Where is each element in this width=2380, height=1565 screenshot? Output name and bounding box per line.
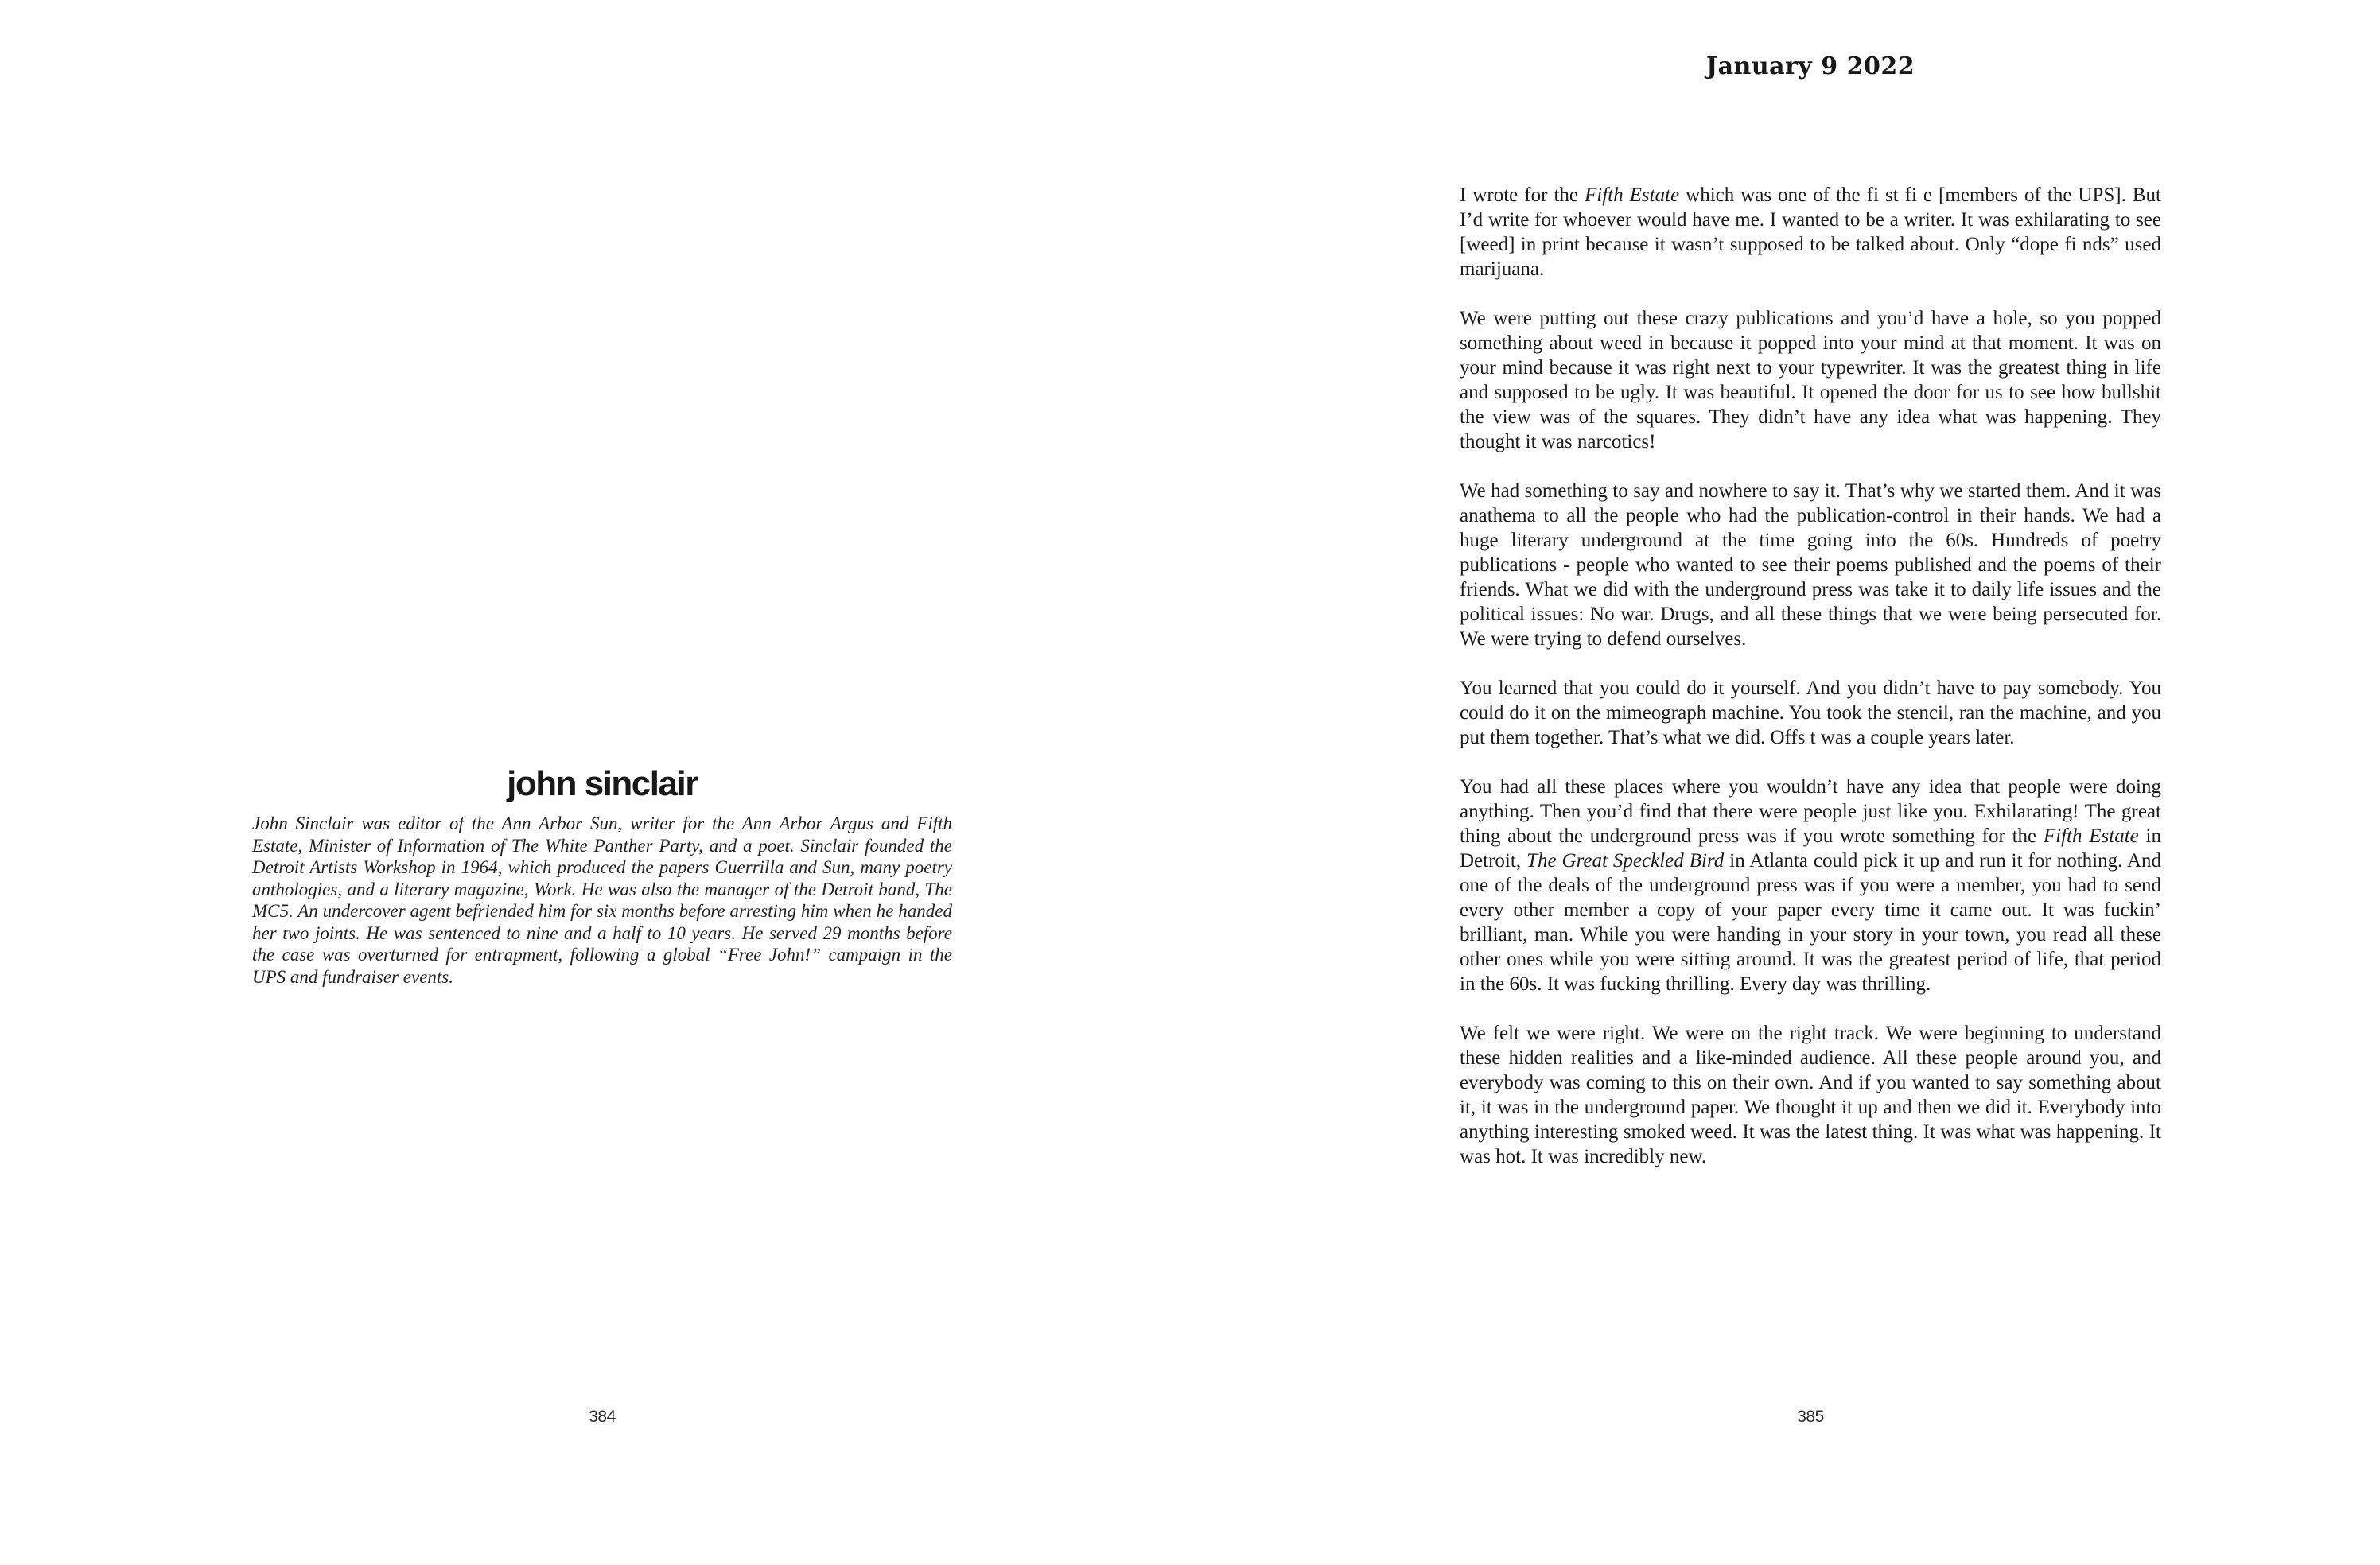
text-run: We felt we were right. We were on the right track. We were beginning to understand these hidden realities and a like-minded audience. All these people around you, and everybody was coming to this on their own. And if you wanted to say something about it, it was in the underground paper. We thought it up and then we did it. Everybody into anything interesting smoked weed. It was the latest thing. It was what was happening. It was hot. It was incredibly new. (1460, 1023, 2161, 1167)
page-number-left: 384 (589, 1408, 616, 1426)
paragraph (1460, 479, 2161, 651)
text-run: I wrote for the (1460, 184, 1585, 206)
interview-text (1460, 183, 2161, 1194)
text-run: We were putting out these crazy publications and you’d have a hole, so you popped something about weed in because it popped into your mind at that moment. It was on your mind because it was right next to your typewriter. It was the greatest thing in life and supposed to be ugly. It was beautiful. It opened the door for us to see how bullshit the view was of the squares. They didn’t have any idea what was happening. They thought it was narcotics! (1460, 308, 2161, 452)
page-number-right: 385 (1797, 1408, 1824, 1426)
paragraph (1460, 183, 2161, 282)
date-header: January 9 2022 (1705, 52, 1915, 80)
author-bio: John Sinclair was editor of the Ann Arbor Sun, writer for the Ann Arbor Argus and Fifth Estate, Minister of Information of The White Panther Party, and a poet. Sinclair founded the Detroit Artists Workshop in 1964, which produced the papers Guerrilla and Sun, many poetry anthologies, and a literary magazine, Work. He was also the manager of the Detroit band, The MC5. An undercover agent befriended him for six months before arresting him when he handed her two joints. He was sentenced to nine and a half to 10 years. He served 29 months before the case was overturned for entrapment, following a global “Free John!” campaign in the UPS and fundraiser events. (252, 814, 952, 987)
text-run: We had something to say and nowhere to say it. That’s why we started them. And it was anathema to all the people who had the publication-control in their hands. We had a huge literary underground at the time going into the 60s. Hundreds of poetry publications - people who wanted to see their poems published and the poems of their friends. What we did with the underground press was take it to daily life issues and the political issues: No war. Drugs, and all these things that we were being persecuted for. We were trying to defend ourselves. (1460, 480, 2161, 650)
paragraph (1460, 1021, 2161, 1169)
text-run: in Atlanta could pick it up and run it for nothing. And one of the deals of the underground press was if you were a member, you had to send every other member a copy of your paper every time it came out. It was fuckin’ brilliant, man. While you were handing in your story in your town, you read all these other ones while you were sitting around. It was the greatest period of life, that period in the 60s. It was fucking thrilling. Every day was thrilling. (1460, 850, 2161, 995)
text-run: You had all these places where you wouldn’t have any idea that people were doing anything. Then you’d find that there were people just like you. Exhilarating! The great thing about the underground press was if you wrote something for the (1460, 776, 2161, 847)
text-run: in Detroit, (1460, 825, 2161, 872)
text-run: which was one of the fi st fi e [members of the UPS]. But I’d write for whoever would have me. I wanted to be a writer. It was exhilarating to see [weed] in print because it wasn’t supposed to be talked about. Only “dope fi nds” used marijuana. (1460, 184, 2161, 280)
text-run: You learned that you could do it yourself. And you didn’t have to pay somebody. You could do it on the mimeograph machine. You took the stencil, ran the machine, and you put them together. That’s what we did. Offs t was a couple years later. (1460, 678, 2161, 748)
paragraph (1460, 775, 2161, 996)
publication-name: The Great Speckled Bird (1526, 850, 1725, 872)
publication-name: Fifth Estate (2043, 825, 2139, 847)
publication-name: Fifth Estate (1585, 184, 1680, 206)
paragraph (1460, 676, 2161, 750)
page-title: john sinclair (507, 764, 698, 803)
paragraph (1460, 306, 2161, 454)
